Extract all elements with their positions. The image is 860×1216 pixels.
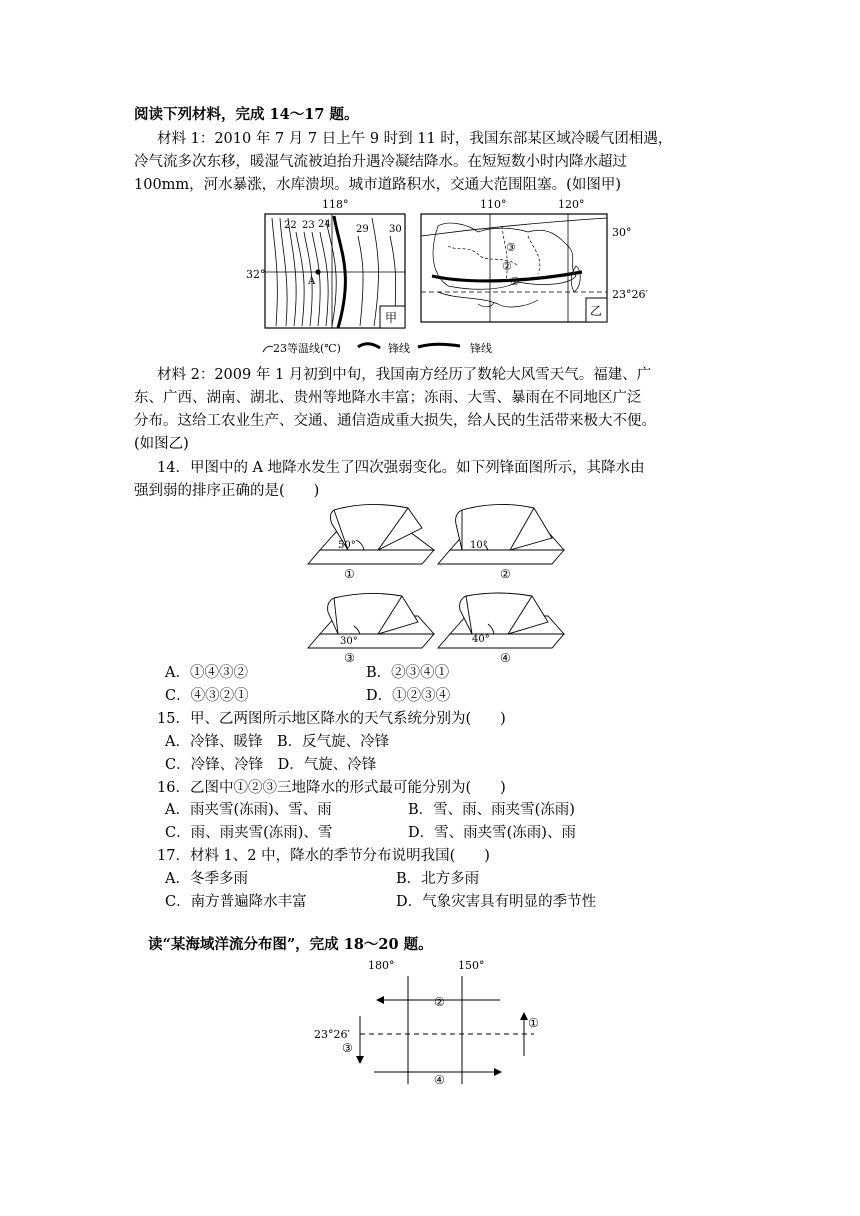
figure-jia-isotherm-map <box>246 196 412 344</box>
fig-yi-lat-30: 30° <box>612 226 632 239</box>
q16-option-a[interactable]: A．雨夹雪(冻雨)、雪、雨 <box>165 802 332 818</box>
q15-stem: 15．甲、乙两图所示地区降水的天气系统分别为( ) <box>157 711 506 727</box>
q15-options-ab[interactable]: A．冷锋、暖锋 B．反气旋、冷锋 <box>165 734 390 750</box>
q16-option-c[interactable]: C．雨、雨夹雪(冻雨)、雪 <box>165 825 333 841</box>
fig-yi-point-2: ② <box>502 260 512 273</box>
isotherm-label: 24 <box>318 219 331 230</box>
material1-line-3: 100mm，河水暴涨，水库溃坝。城市道路积水，交通大范围阻塞。(如图甲) <box>134 177 621 193</box>
front-angle-4: 40° <box>472 634 490 645</box>
current-map-lat: 23°26′ <box>314 1028 350 1041</box>
front-angle-3: 30° <box>340 636 358 647</box>
fig-jia-longitude: 118° <box>322 198 349 211</box>
front-diagram-2 <box>448 502 568 580</box>
material2-line-2: 东、广西、湖南、湖北、贵州等地降水丰富；冻雨、大雪、暴雨在不同地区广泛 <box>134 390 642 406</box>
ocean-current-map <box>312 956 552 1088</box>
fig-yi-point-3: ③ <box>506 241 516 254</box>
q16-option-d[interactable]: D．雪、雨夹雪(冻雨)、雨 <box>408 825 576 841</box>
q14-option-a[interactable]: A．①④③② <box>165 665 248 681</box>
isotherm-label: 30 <box>389 224 402 235</box>
q17-option-b[interactable]: B．北方多雨 <box>396 871 480 887</box>
front-diagram-1 <box>318 502 438 580</box>
front-diagram-3 <box>318 594 438 664</box>
current-4-label: ④ <box>434 1073 445 1087</box>
material2-line-3: 分布。这给工农业生产、交通、通信造成重大损失，给人民的生活带来极大不便。 <box>134 413 656 429</box>
material1-line-2: 冷气流多次东移，暖湿气流被迫抬升遇冷凝结降水。在短短数小时内降水超过 <box>134 154 627 170</box>
point-a-label: A <box>308 276 316 287</box>
front-diagram-4 <box>448 594 568 664</box>
current-map-lon-150: 150° <box>458 959 485 972</box>
front-num-4: ④ <box>500 651 511 665</box>
material1-line-1: 材料 1：2010 年 7 月 7 日上午 9 时到 11 时，我国东部某区域冷暖气团相遇， <box>157 131 673 147</box>
legend-front-1: 锋线 <box>388 342 410 355</box>
fig-yi-label: 乙 <box>590 304 603 318</box>
q14-stem-line-1: 14．甲图中的 A 地降水发生了四次强弱变化。如下列锋面图所示，其降水由 <box>157 460 645 476</box>
fig-yi-lon-110: 110° <box>480 198 507 211</box>
current-3-label: ③ <box>342 1041 353 1055</box>
current-map-lon-180: 180° <box>368 959 395 972</box>
fig-jia-latitude: 32° <box>246 268 266 281</box>
fig-jia-label: 甲 <box>385 311 398 325</box>
map-legend <box>260 338 510 356</box>
fig-yi-point-1: ① <box>510 275 520 288</box>
front-angle-2: 10° <box>470 540 488 551</box>
q17-option-d[interactable]: D．气象灾害具有明显的季节性 <box>396 894 597 910</box>
isotherm-label: 23 <box>302 220 315 231</box>
q14-option-d[interactable]: D．①②③④ <box>366 688 451 704</box>
section-heading: 阅读下列材料，完成 14～17 题。 <box>134 106 359 123</box>
front-num-3: ③ <box>344 651 355 665</box>
material2-line-1: 材料 2：2009 年 1 月初到中旬，我国南方经历了数轮大风雪天气。福建、广 <box>157 367 652 383</box>
fig-yi-lon-120: 120° <box>558 198 585 211</box>
fig-yi-lat-tropic: 23°26′ <box>612 288 648 301</box>
legend-front-2: 锋线 <box>470 342 492 355</box>
current-2-label: ② <box>434 995 445 1009</box>
q17-option-c[interactable]: C．南方普遍降水丰富 <box>165 894 307 910</box>
q14-option-c[interactable]: C．④③②① <box>165 688 249 704</box>
section2-heading: 读“某海域洋流分布图”，完成 18～20 题。 <box>148 936 433 953</box>
q16-option-b[interactable]: B．雪、雨、雨夹雪(冻雨) <box>408 802 575 818</box>
isotherm-label: 22 <box>284 220 297 231</box>
material2-line-4: (如图乙) <box>134 436 189 452</box>
figure-yi-map <box>418 196 648 344</box>
q14-option-b[interactable]: B．②③④① <box>366 665 450 681</box>
isotherm-label: 29 <box>356 224 369 235</box>
front-num-2: ② <box>500 567 511 581</box>
front-angle-1: 50° <box>338 540 356 551</box>
current-1-label: ① <box>528 1016 539 1030</box>
legend-isotherm-sample: 23 <box>273 342 287 355</box>
q15-options-cd[interactable]: C．冷锋、冷锋 D．气旋、冷锋 <box>165 757 377 773</box>
q17-stem: 17．材料 1、2 中，降水的季节分布说明我国( ) <box>157 848 490 864</box>
front-num-1: ① <box>344 567 355 581</box>
q14-stem-line-2: 强到弱的排序正确的是( ) <box>134 483 320 499</box>
q16-stem: 16．乙图中①②③三地降水的形式最可能分别为( ) <box>157 780 506 796</box>
legend-isotherm: 等温线(℃) <box>287 342 341 355</box>
q17-option-a[interactable]: A．冬季多雨 <box>165 871 248 887</box>
